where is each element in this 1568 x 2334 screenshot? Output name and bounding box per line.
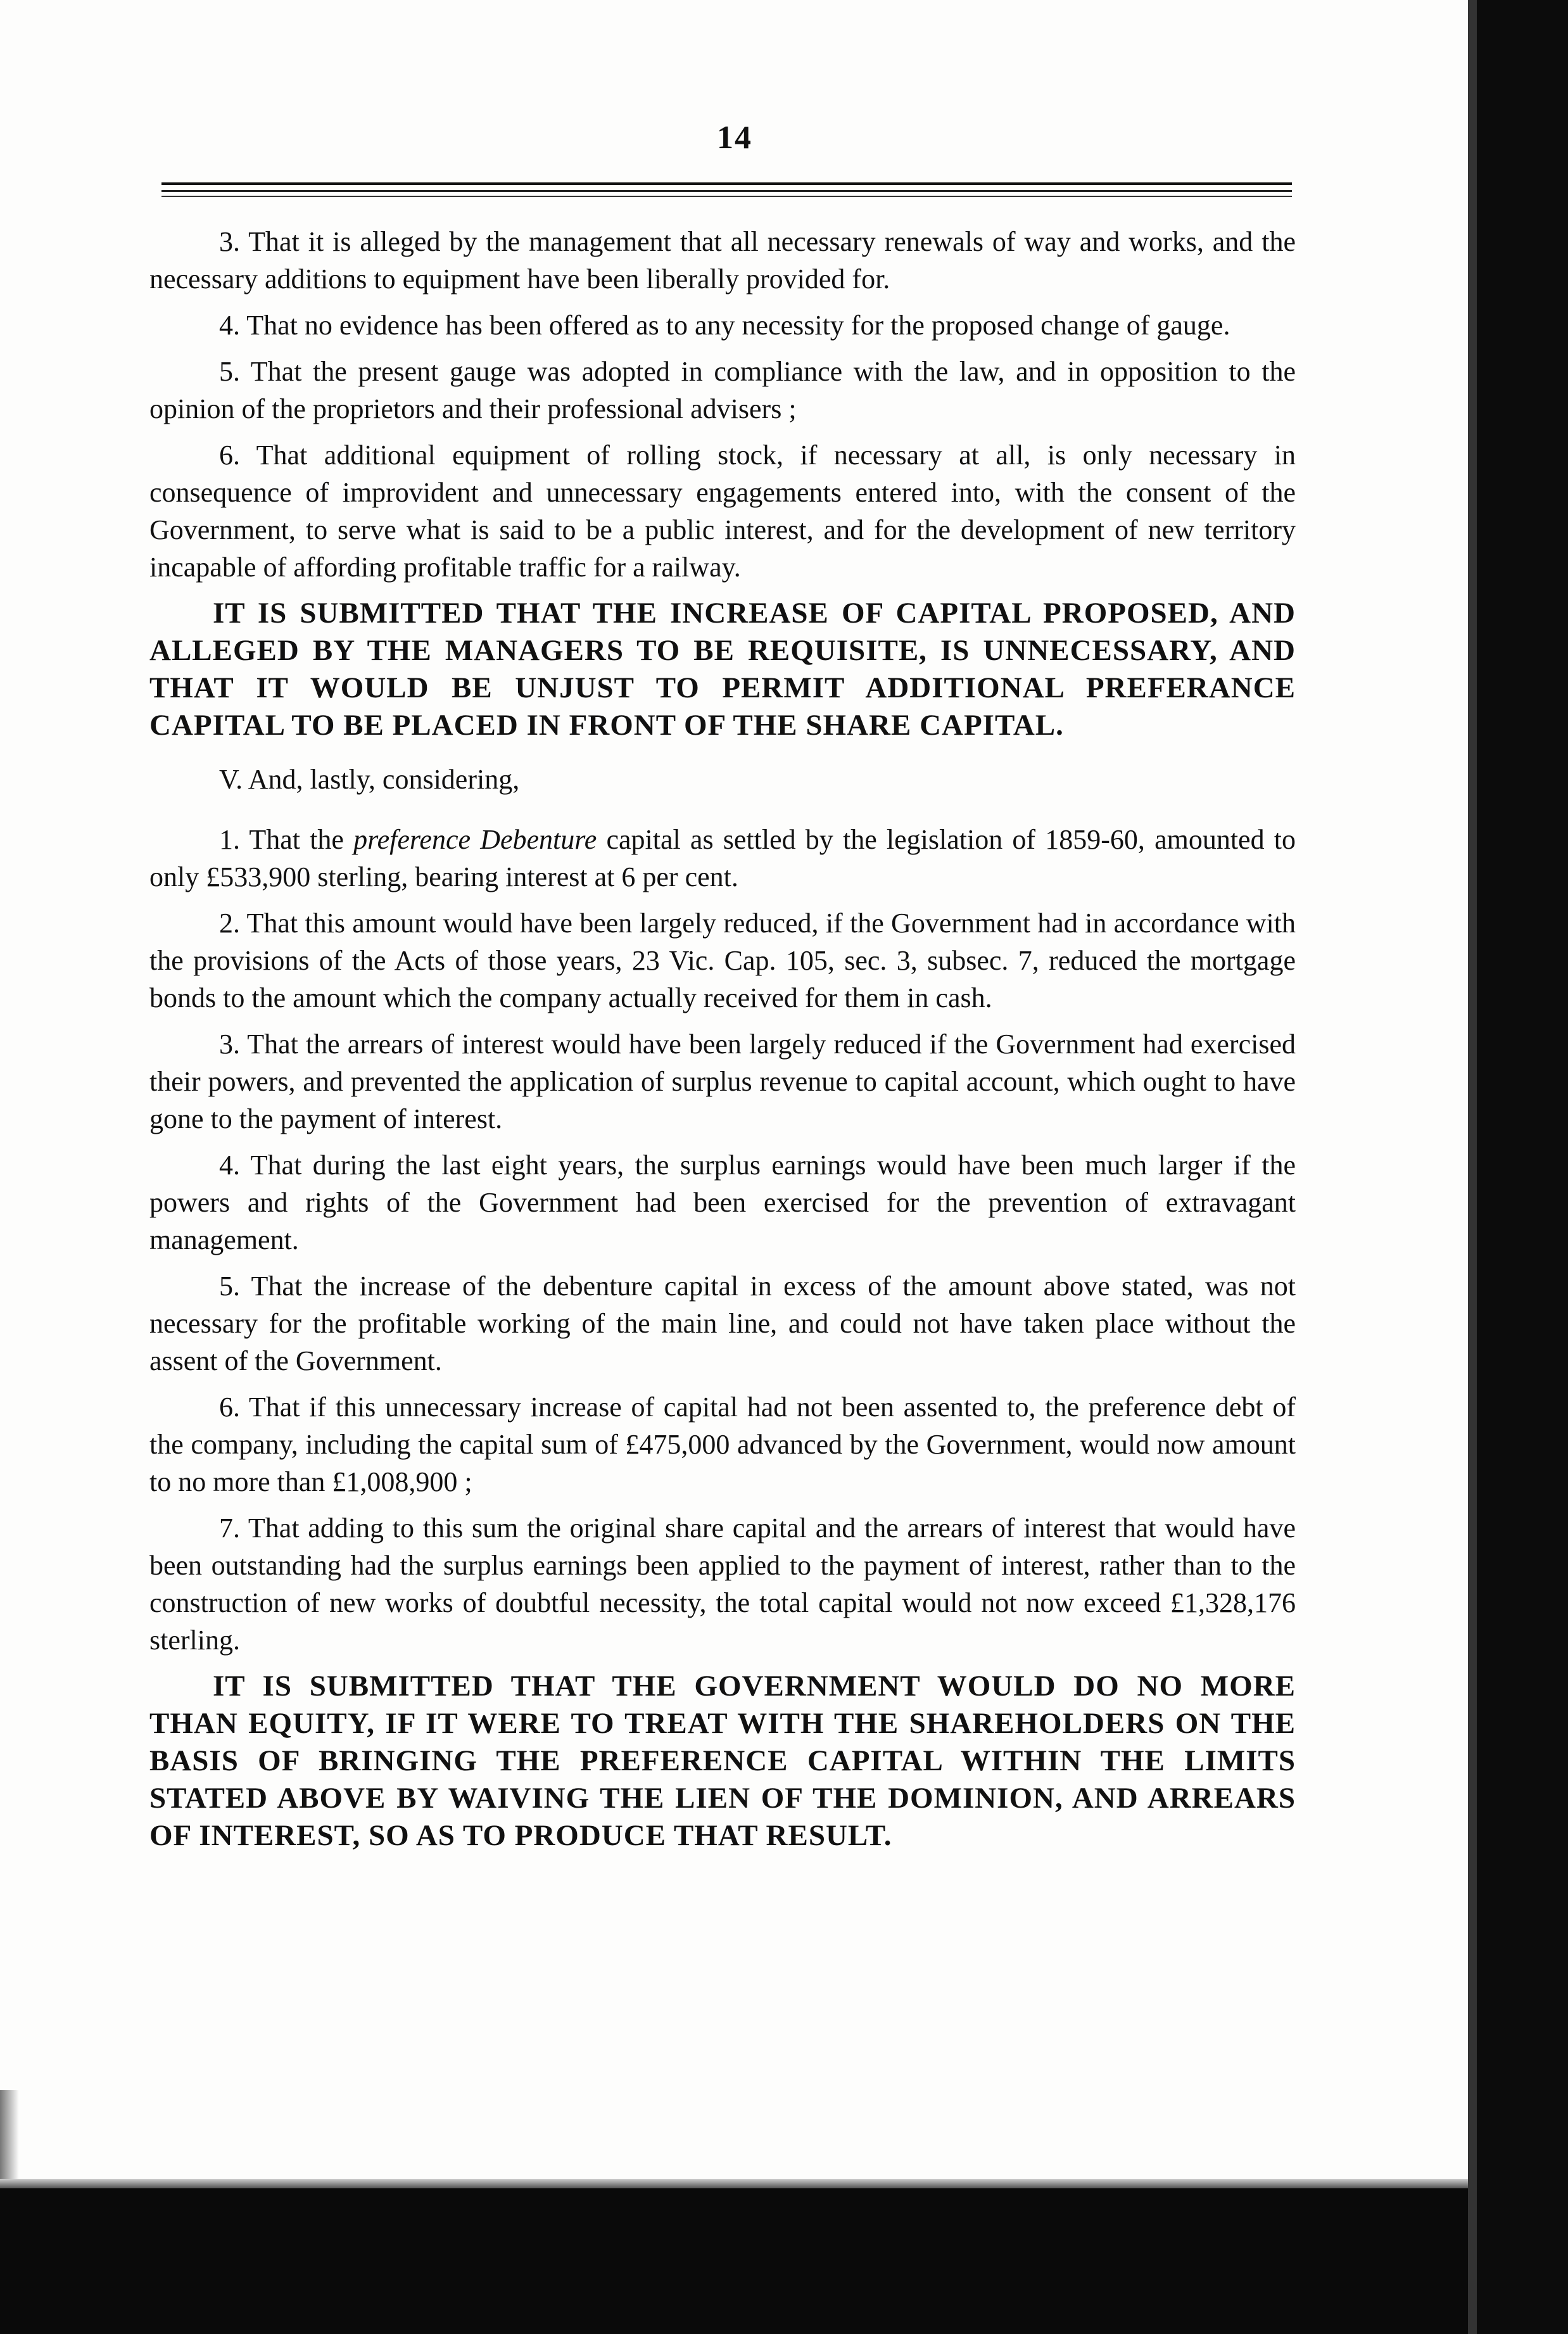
header-rule-third	[161, 196, 1292, 197]
list-item-b2: 2. That this amount would have been largely reduced, if the Government had in accordance with the provisions of the Acts of those years, 23 Vic. Cap. 105, sec. 3, subsec. 7, reduced the mortgage bonds to the amount which the company actually received for them in cash.	[149, 908, 1296, 1013]
list-item-b1-after: capital as settled by the legislation of 1859-60, amounted to only £533,900 sterling, bearing interest at 6 per cent.	[149, 824, 1296, 892]
submission-paragraph-1: IT IS SUBMITTED THAT THE INCREASE OF CAPITAL PROPOSED, AND ALLEGED BY THE MANAGERS TO BE REQUISITE, IS UNNECESSARY, AND THAT IT WOULD BE UNJUST TO PERMIT ADDITIONAL PREFERANCE CAPITAL TO BE PLACED IN FRONT OF THE SHARE CAPITAL.	[149, 597, 1296, 742]
list-item-b1	[149, 821, 1296, 896]
page-number: 14	[717, 120, 752, 156]
scan-shadow-left	[0, 2090, 19, 2191]
list-item-b1-before: 1. That the	[219, 824, 354, 855]
list-item-b5: 5. That the increase of the debenture capital in excess of the amount above stated, was not necessary for the profitable working of the main line, and could not have taken place without the assent of the Government.	[149, 1271, 1296, 1376]
submission-paragraph-2: IT IS SUBMITTED THAT THE GOVERNMENT WOULD DO NO MORE THAN EQUITY, IF IT WERE TO TREAT WITH THE SHAREHOLDERS ON THE BASIS OF BRINGING THE PREFERENCE CAPITAL WITHIN THE LIMITS STATED ABOVE BY WAIVING THE LIEN OF THE DOMINION, AND ARREARS OF INTEREST, SO AS TO PRODUCE THAT RESULT.	[149, 1670, 1296, 1852]
list-item-a3: 3. That it is alleged by the management that all necessary renewals of way and works, and the necessary additions to equipment have been liberally provided for.	[149, 226, 1296, 295]
list-item-b1-italic: preference Debenture	[353, 824, 597, 855]
scan-edge-right	[1468, 0, 1568, 2334]
header-rule-second	[161, 190, 1292, 192]
section-v-heading: V. And, lastly, considering,	[219, 764, 520, 795]
page-body	[149, 223, 1296, 1870]
list-item-a6: 6. That additional equipment of rolling stock, if necessary at all, is only necessary in consequence of improvident and unnecessary engagements entered into, with the consent of the Government, to serve what is said to be a public interest, and for the development of new territory incapable of affording profitable traffic for a railway.	[149, 440, 1296, 583]
list-item-b4: 4. That during the last eight years, the surplus earnings would have been much larger if the powers and rights of the Government had been exercised for the prevention of extravagant management.	[149, 1150, 1296, 1255]
list-item-a5: 5. That the present gauge was adopted in compliance with the law, and in opposition to the opinion of the proprietors and their professional advisers ;	[149, 356, 1296, 424]
header-rule	[161, 182, 1292, 185]
list-item-b6: 6. That if this unnecessary increase of capital had not been assented to, the preference debt of the company, including the capital sum of £475,000 advanced by the Government, would now amount to no more than £1,008,900 ;	[149, 1392, 1296, 1497]
scan-edge-bottom	[0, 2188, 1568, 2334]
list-item-b3: 3. That the arrears of interest would have been largely reduced if the Government had exercised their powers, and prevented the application of surplus revenue to capital account, which ought to have gone to the payment of interest.	[149, 1029, 1296, 1134]
list-item-a4: 4. That no evidence has been offered as to any necessity for the proposed change of gauge.	[219, 310, 1230, 341]
scan-edge-right-inner	[1468, 0, 1477, 2334]
list-item-b7: 7. That adding to this sum the original share capital and the arrears of interest that would have been outstanding had the surplus earnings been applied to the payment of interest, rather than to the construction of new works of doubtful necessity, the total capital would not now exceed £1,328,176 sterling.	[149, 1513, 1296, 1656]
